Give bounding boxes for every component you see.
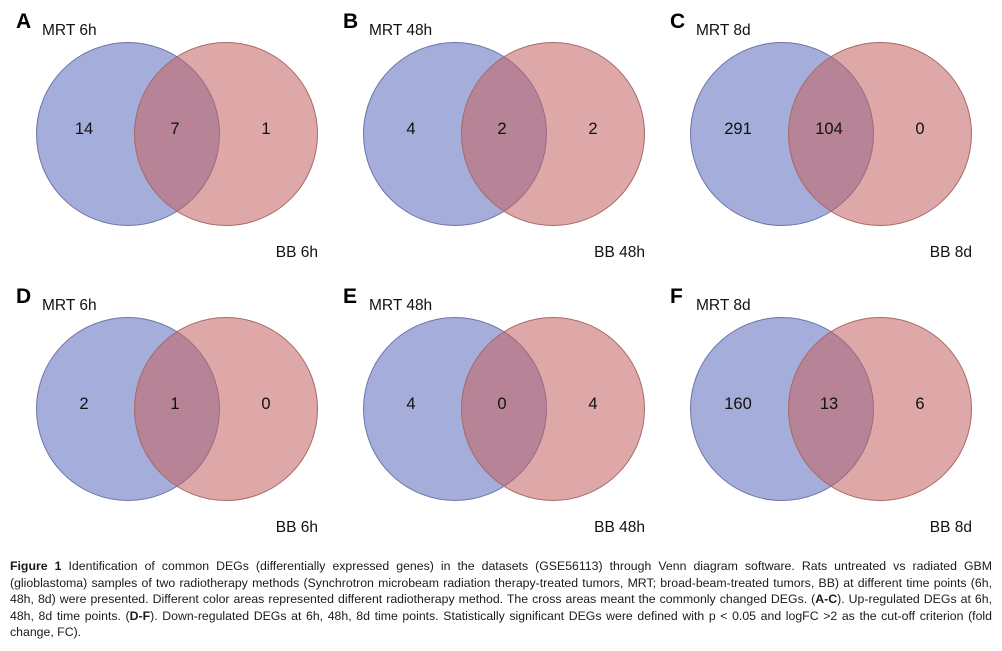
venn-diagram-b: [359, 22, 649, 262]
venn-count-intersection: 0: [497, 395, 507, 413]
figure-caption: [10, 558, 992, 641]
venn-panel-e: [337, 283, 655, 548]
venn-label-right: BB 48h: [594, 244, 645, 261]
venn-panel-f: [664, 283, 982, 548]
venn-count-right-only: 6: [915, 395, 925, 413]
venn-panel-a: [10, 8, 328, 273]
venn-count-left-only: 291: [724, 120, 752, 138]
venn-label-left: MRT 8d: [696, 22, 751, 39]
venn-diagram-e: [359, 297, 649, 537]
panel-letter-c: C: [670, 10, 686, 33]
venn-label-left: MRT 8d: [696, 297, 751, 314]
venn-count-left-only: 14: [74, 120, 94, 138]
venn-diagram-a: [32, 22, 322, 262]
figure-caption-label: Figure 1: [10, 559, 62, 573]
venn-count-intersection: 13: [819, 395, 839, 413]
venn-label-right: BB 6h: [275, 519, 318, 536]
figure-caption-part1: Identification of common DEGs (differentially expressed genes) in the datasets (GSE56113) through Venn diagram software. Rats untreated vs radiated GBM (glioblastoma) samples of two radiotherapy methods (Synchrotron microbeam radiation therapy-treated tumors, MRT; broad-beam-treated tumors, BB) at different time points (6h, 48h, 8d) were presented. Different color areas represented different radiotherapy method. The cross areas meant the commonly changed DEGs. (: [10, 559, 992, 607]
figure-caption-part3: ). Down-regulated DEGs at 6h, 48h, 8d time points. Statistically significant DEGs were defined with p < 0.05 and logFC >2 as the cut-off criterion (fold change, FC).: [10, 608, 992, 640]
venn-diagram-c: [686, 22, 976, 262]
panel-letter-e: E: [343, 285, 358, 308]
venn-label-left: MRT 6h: [42, 297, 97, 314]
venn-panel-c: [664, 8, 982, 273]
venn-panel-b: [337, 8, 655, 273]
venn-label-left: MRT 48h: [369, 22, 433, 39]
venn-count-right-only: 0: [915, 120, 925, 138]
venn-count-right-only: 0: [261, 395, 271, 413]
figure-caption-part2: ). Up-regulated DEGs at 6h, 48h, 8d time points. (: [10, 592, 992, 623]
venn-count-left-only: 2: [79, 395, 89, 413]
venn-label-left: MRT 6h: [42, 22, 97, 39]
venn-count-right-only: 1: [261, 120, 271, 138]
venn-panel-d: [10, 283, 328, 548]
venn-diagram-f: [686, 297, 976, 537]
venn-count-intersection: 1: [170, 395, 180, 413]
panel-letter-b: B: [343, 10, 359, 33]
venn-label-right: BB 6h: [275, 244, 318, 261]
figure-caption-bold2: D-F: [129, 608, 151, 623]
venn-count-intersection: 7: [170, 120, 180, 138]
panel-letter-a: A: [16, 10, 32, 33]
venn-label-right: BB 8d: [929, 244, 972, 261]
figure-caption-bold1: A-C: [815, 592, 838, 607]
venn-diagram-d: [32, 297, 322, 537]
panel-letter-d: D: [16, 285, 32, 308]
venn-label-right: BB 8d: [929, 519, 972, 536]
venn-count-left-only: 160: [724, 395, 752, 413]
venn-count-right-only: 4: [588, 395, 598, 413]
panel-letter-f: F: [670, 285, 683, 308]
venn-count-right-only: 2: [588, 120, 598, 138]
venn-count-intersection: 2: [497, 120, 507, 138]
venn-count-intersection: 104: [815, 120, 843, 138]
venn-label-right: BB 48h: [594, 519, 645, 536]
venn-count-left-only: 4: [406, 395, 416, 413]
venn-label-left: MRT 48h: [369, 297, 433, 314]
venn-count-left-only: 4: [406, 120, 416, 138]
